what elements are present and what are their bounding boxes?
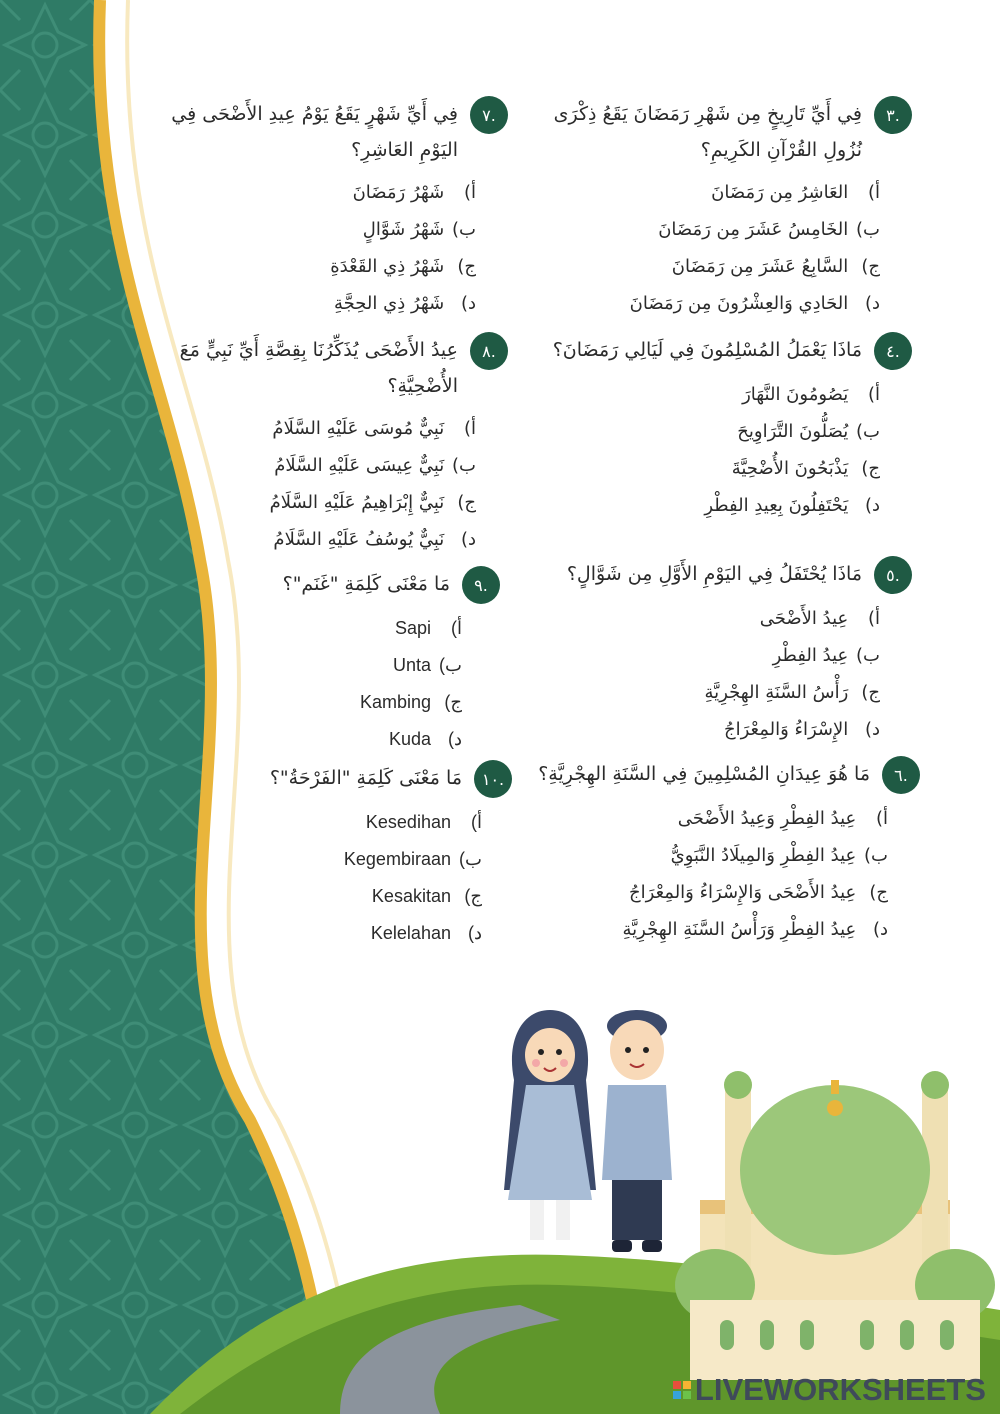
option-c[interactable]: ج) نَبِيٌّ إِبْرَاهِيمُ عَلَيْهِ السَّلَامُ	[269, 492, 476, 513]
question-10	[172, 760, 512, 952]
option-a[interactable]: Sapi (أ	[394, 618, 462, 638]
option-d[interactable]: د) الإِسْرَاءُ وَالمِعْرَاجُ	[723, 719, 880, 740]
question-number: ٥.	[874, 556, 912, 594]
option-a[interactable]: أ) عِيدُ الأَضْحَى	[759, 608, 880, 629]
question-text: عِيدُ الأَضْحَى يُذَكِّرُنَا بِقِصَّةِ أَيِّ نَبِيٍّ مَعَ الأُضْحِيَّةِ؟	[179, 339, 458, 397]
option-c[interactable]: ج) عِيدُ الأَضْحَى وَالإِسْرَاءُ وَالمِعْرَاجُ	[629, 882, 888, 903]
option-b[interactable]: ب) شَهْرُ شَوَّالٍ	[362, 219, 476, 240]
option-a[interactable]: أ) عِيدُ الفِطْرِ وَعِيدُ الأَضْحَى	[677, 808, 888, 829]
option-d[interactable]: د) الحَادِي وَالعِشْرُونَ مِن رَمَضَانَ	[629, 293, 880, 314]
question-text: مَا مَعْنَى كَلِمَةِ "الفَرْحَةُ"؟	[269, 767, 462, 789]
option-b[interactable]: ب) الخَامِسُ عَشَرَ مِن رَمَضَانَ	[658, 219, 880, 240]
question-number: ٤.	[874, 332, 912, 370]
option-b[interactable]: Unta (ب	[392, 655, 462, 675]
option-b[interactable]: Kegembiraan (ب	[343, 849, 482, 869]
option-c[interactable]: ج) شَهْرُ ذِي القَعْدَةِ	[330, 256, 476, 277]
question-text: مَا هُوَ عِيدَانِ المُسْلِمِينَ فِي السَّنَةِ الهِجْرِيَّةِ؟	[538, 763, 870, 785]
liveworksheets-logo[interactable]	[673, 1372, 986, 1408]
option-d[interactable]: د) يَحْتَفِلُونَ بِعِيدِ الفِطْرِ	[704, 495, 880, 516]
option-d[interactable]: Kuda (د	[388, 729, 462, 749]
option-d[interactable]: د) شَهْرُ ذِي الحِجَّةِ	[334, 293, 476, 314]
question-text: فِي أَيِّ شَهْرٍ يَقَعُ يَوْمُ عِيدِ الأَضْحَى فِي اليَوْمِ العَاشِرِ؟	[171, 103, 458, 161]
question-6	[520, 756, 920, 948]
option-c[interactable]: Kambing (ج	[359, 692, 462, 712]
question-text: مَاذَا يُحْتَفَلُ فِي اليَوْمِ الأَوَّلِ مِن شَوَّالٍ؟	[566, 563, 862, 585]
brand-name: LIVEWORKSHEETS	[694, 1372, 986, 1407]
live-logo-icon	[673, 1381, 691, 1399]
question-number: ٧.	[470, 96, 508, 134]
option-d[interactable]: د) عِيدُ الفِطْرِ وَرَأْسُ السَّنَةِ الهِجْرِيَّةِ	[622, 919, 888, 940]
option-a[interactable]: أ) العَاشِرُ مِن رَمَضَانَ	[711, 182, 880, 203]
option-a[interactable]: Kesedihan (أ	[365, 812, 482, 832]
question-text: مَاذَا يَعْمَلُ المُسْلِمُونَ فِي لَيَالِي رَمَضَانَ؟	[552, 339, 862, 361]
option-b[interactable]: ب) عِيدُ الفِطْرِ	[772, 645, 880, 666]
option-c[interactable]: Kesakitan (ج	[371, 886, 482, 906]
option-c[interactable]: ج) يَذْبَحُونَ الأُضْحِيَّةَ	[731, 458, 880, 479]
option-a[interactable]: أ) يَصُومُونَ النَّهَارَ	[742, 384, 880, 405]
question-7	[168, 96, 508, 322]
option-d[interactable]: د) نَبِيٌّ يُوسُفُ عَلَيْهِ السَّلَامُ	[273, 529, 476, 550]
question-number: ٣.	[874, 96, 912, 134]
option-b[interactable]: ب) يُصَلُّونَ التَّرَاوِيحَ	[737, 421, 880, 442]
question-number: ١٠.	[474, 760, 512, 798]
question-5	[532, 556, 912, 748]
option-a[interactable]: أ) شَهْرُ رَمَضَانَ	[352, 182, 476, 203]
option-b[interactable]: ب) نَبِيٌّ عِيسَى عَلَيْهِ السَّلَامُ	[274, 455, 476, 476]
option-b[interactable]: ب) عِيدُ الفِطْرِ وَالمِيلَادُ النَّبَوِيُّ	[670, 845, 888, 866]
question-9	[200, 566, 500, 758]
option-d[interactable]: Kelelahan (د	[370, 923, 482, 943]
question-text: فِي أَيِّ تَارِيخٍ مِن شَهْرِ رَمَضَانَ يَقَعُ ذِكْرَى نُزُولِ القُرْآنِ الكَرِيمِ؟	[553, 103, 862, 161]
question-4	[532, 332, 912, 524]
question-3	[532, 96, 912, 322]
question-number: ٨.	[470, 332, 508, 370]
question-8	[168, 332, 508, 558]
option-c[interactable]: ج) رَأْسُ السَّنَةِ الهِجْرِيَّةِ	[704, 682, 880, 703]
question-number: ٩.	[462, 566, 500, 604]
question-text: مَا مَعْنَى كَلِمَةِ "غَنَم"؟	[282, 573, 450, 595]
option-a[interactable]: أ) نَبِيٌّ مُوسَى عَلَيْهِ السَّلَامُ	[272, 418, 476, 439]
option-c[interactable]: ج) السَّابِعُ عَشَرَ مِن رَمَضَانَ	[671, 256, 880, 277]
question-number: ٦.	[882, 756, 920, 794]
